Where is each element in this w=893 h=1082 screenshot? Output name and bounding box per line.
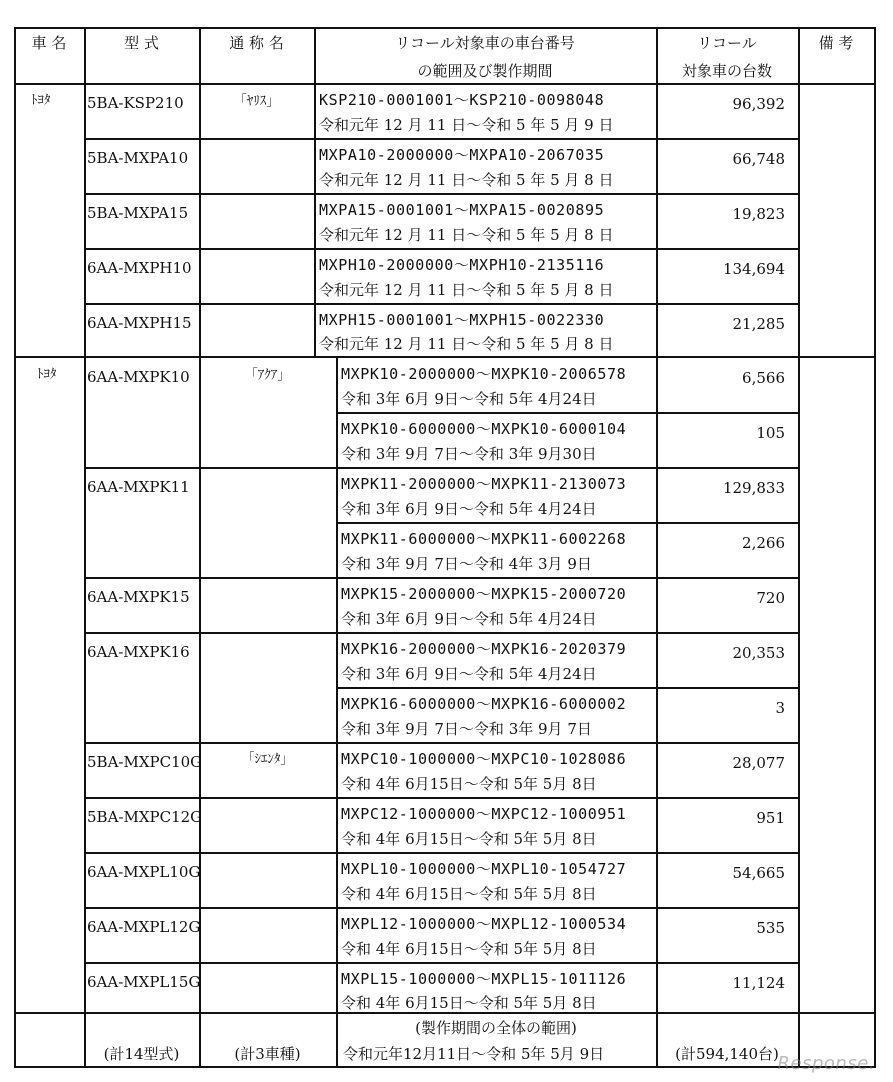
recall-count: 535 xyxy=(756,919,785,937)
maker-toyota-yaris: ﾄﾖﾀ xyxy=(31,93,51,108)
total-count: (計594,140台) xyxy=(675,1045,779,1063)
model-cell: 5BA-MXPA10 xyxy=(87,149,189,167)
model-cell: 5BA-MXPC12G xyxy=(87,808,203,826)
recall-count: 2,266 xyxy=(742,534,785,552)
chassis-range: MXPK16-6000000～MXPK16-6000002 xyxy=(341,695,627,713)
production-period: 令和 3年 6月 9日～令和 5年 4月24日 xyxy=(341,610,597,628)
chassis-range: MXPH15-0001001～MXPH15-0022330 xyxy=(319,311,605,329)
recall-count: 105 xyxy=(756,424,785,442)
production-period: 令和 3年 6月 9日～令和 5年 4月24日 xyxy=(341,665,597,683)
production-period: 令和元年 12 月 11 日～令和 5 年 5 月 8 日 xyxy=(319,335,614,353)
total-names: (計3車種) xyxy=(234,1045,301,1063)
chassis-range: MXPK10-2000000～MXPK10-2006578 xyxy=(341,365,627,383)
recall-count: 951 xyxy=(756,809,785,827)
header-maker: 車 名 xyxy=(31,34,67,52)
production-period: 令和元年 12 月 11 日～令和 5 年 5 月 9 日 xyxy=(319,116,614,134)
overall-range-value: 令和元年12月11日～令和 5年 5月 9日 xyxy=(343,1045,605,1063)
recall-count: 11,124 xyxy=(732,974,785,992)
chassis-range: MXPK15-2000000～MXPK15-2000720 xyxy=(341,585,627,603)
production-period: 令和元年 12 月 11 日～令和 5 年 5 月 8 日 xyxy=(319,281,614,299)
chassis-range: MXPC12-1000000～MXPC12-1000951 xyxy=(341,805,627,823)
model-cell: 6AA-MXPL15G xyxy=(87,973,201,991)
maker-toyota-aqua: ﾄﾖﾀ xyxy=(37,367,57,382)
model-cell: 6AA-MXPK10 xyxy=(87,368,190,386)
production-period: 令和 4年 6月15日～令和 5年 5月 8日 xyxy=(341,830,597,848)
header-common-name: 通 称 名 xyxy=(229,34,284,52)
chassis-range: MXPA10-2000000～MXPA10-2067035 xyxy=(319,146,605,164)
recall-count: 28,077 xyxy=(732,754,785,772)
header-remarks: 備 考 xyxy=(818,34,854,52)
chassis-range: MXPA15-0001001～MXPA15-0020895 xyxy=(319,201,605,219)
model-cell: 6AA-MXPK15 xyxy=(87,588,190,606)
header-count-line1: リコール xyxy=(697,34,757,52)
header-count-line2: 対象車の台数 xyxy=(681,62,772,80)
production-period: 令和 3年 9月 7日～令和 4年 3月 9日 xyxy=(341,555,592,573)
production-period: 令和元年 12 月 11 日～令和 5 年 5 月 8 日 xyxy=(319,171,614,189)
header-range-line2: の範囲及び製作期間 xyxy=(417,62,553,80)
model-cell: 6AA-MXPK16 xyxy=(87,643,190,661)
recall-count: 96,392 xyxy=(732,95,785,113)
production-period: 令和 3年 6月 9日～令和 5年 4月24日 xyxy=(341,390,597,408)
model-cell: 6AA-MXPH10 xyxy=(87,259,192,277)
production-period: 令和 3年 9月 7日～令和 3年 9月 7日 xyxy=(341,720,592,738)
chassis-range: MXPC10-1000000～MXPC10-1028086 xyxy=(341,750,627,768)
model-cell: 5BA-MXPA15 xyxy=(87,204,189,222)
chassis-range: MXPL15-1000000～MXPL15-1011126 xyxy=(341,970,627,988)
chassis-range: MXPK11-2000000～MXPK11-2130073 xyxy=(341,475,627,493)
overall-range-title: (製作期間の全体の範囲) xyxy=(415,1019,577,1037)
total-models: (計14型式) xyxy=(103,1045,180,1063)
recall-count: 54,665 xyxy=(732,864,785,882)
production-period: 令和 3年 6月 9日～令和 5年 4月24日 xyxy=(341,500,597,518)
recall-count: 21,285 xyxy=(732,315,785,333)
common-name-aqua: 「ｱｸｱ」 xyxy=(244,368,291,383)
recall-count: 19,823 xyxy=(732,205,785,223)
model-cell: 6AA-MXPL12G xyxy=(87,918,201,936)
recall-count: 720 xyxy=(756,589,785,607)
production-period: 令和 4年 6月15日～令和 5年 5月 8日 xyxy=(341,940,597,958)
chassis-range: MXPK16-2000000～MXPK16-2020379 xyxy=(341,640,627,658)
header-model: 型 式 xyxy=(124,34,159,52)
model-cell: 5BA-KSP210 xyxy=(87,94,184,112)
production-period: 令和 4年 6月15日～令和 5年 5月 8日 xyxy=(341,775,597,793)
model-cell: 6AA-MXPK11 xyxy=(87,478,190,496)
chassis-range: MXPL10-1000000～MXPL10-1054727 xyxy=(341,860,627,878)
production-period: 令和 4年 6月15日～令和 5年 5月 8日 xyxy=(341,994,597,1012)
model-cell: 6AA-MXPL10G xyxy=(87,863,201,881)
recall-count: 3 xyxy=(775,699,785,717)
chassis-range: MXPH10-2000000～MXPH10-2135116 xyxy=(319,256,605,274)
chassis-range: KSP210-0001001～KSP210-0098048 xyxy=(319,91,605,109)
recall-count: 6,566 xyxy=(742,369,785,387)
common-name-yaris: 「ﾔﾘｽ」 xyxy=(233,94,280,109)
chassis-range: MXPK10-6000000～MXPK10-6000104 xyxy=(341,420,627,438)
header-range-line1: リコール対象車の車台番号 xyxy=(395,34,575,52)
response-watermark: Response. xyxy=(777,1053,875,1074)
chassis-range: MXPL12-1000000～MXPL12-1000534 xyxy=(341,915,627,933)
production-period: 令和元年 12 月 11 日～令和 5 年 5 月 8 日 xyxy=(319,226,614,244)
recall-count: 134,694 xyxy=(722,260,785,278)
common-name-sienta: 「ｼｴﾝﾀ」 xyxy=(241,752,294,767)
recall-count: 129,833 xyxy=(722,479,785,497)
recall-count: 20,353 xyxy=(732,644,785,662)
production-period: 令和 3年 9月 7日～令和 3年 9月30日 xyxy=(341,445,597,463)
production-period: 令和 4年 6月15日～令和 5年 5月 8日 xyxy=(341,885,597,903)
model-cell: 6AA-MXPH15 xyxy=(87,314,192,332)
recall-count: 66,748 xyxy=(732,150,785,168)
model-cell: 5BA-MXPC10G xyxy=(87,753,203,771)
chassis-range: MXPK11-6000000～MXPK11-6002268 xyxy=(341,530,627,548)
